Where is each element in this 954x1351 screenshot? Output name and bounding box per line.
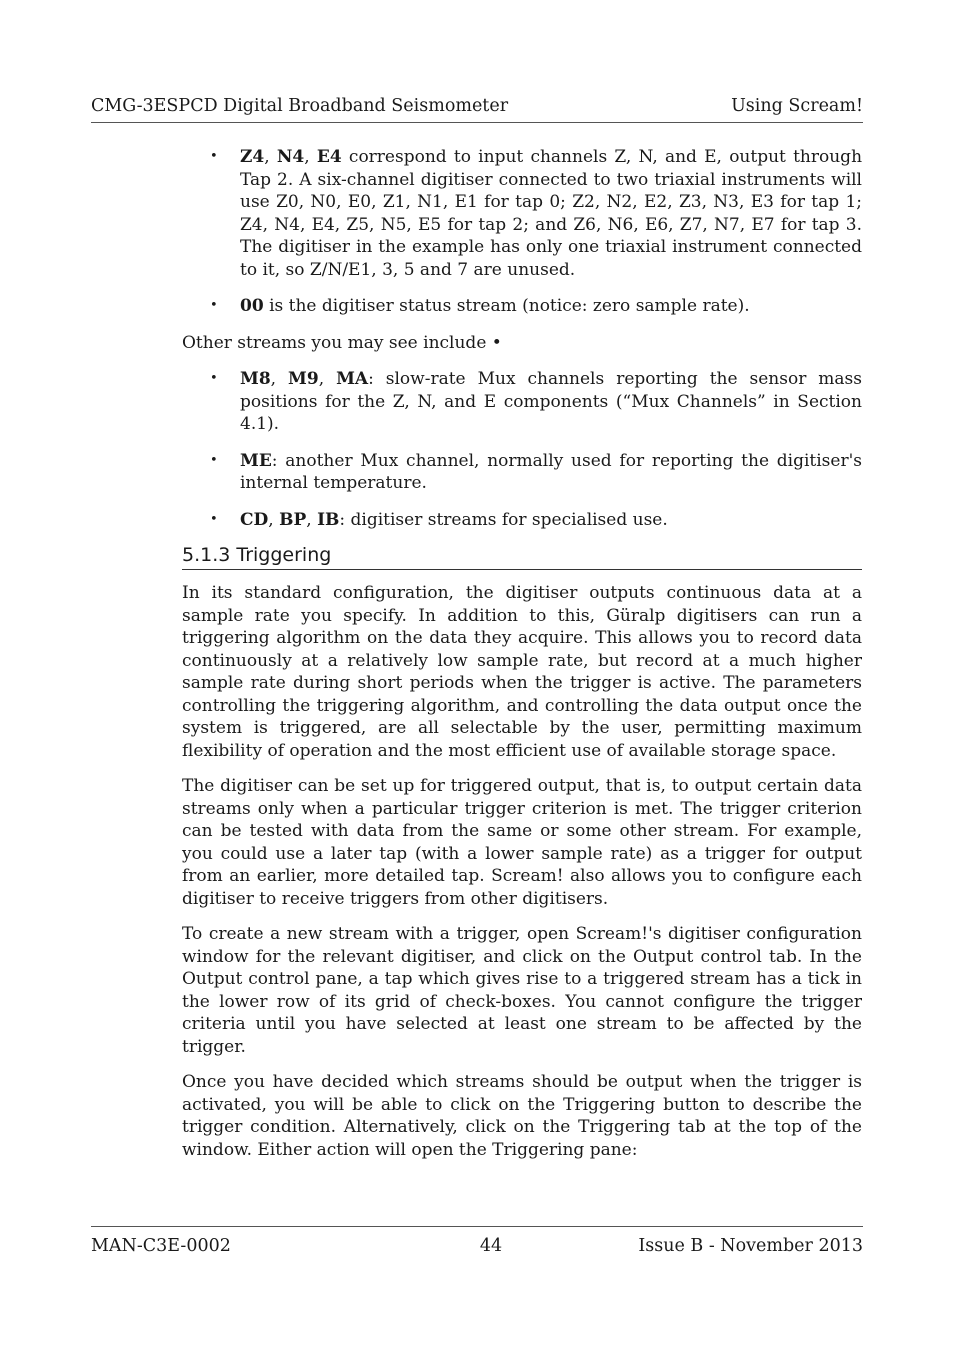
document-number: MAN-C3E-0002 [91, 1236, 231, 1256]
section-heading: 5.1.3 Triggering [182, 543, 862, 570]
stream-code: MA [336, 369, 369, 389]
list-item-text: : digitiser streams for specialised use. [339, 509, 668, 530]
stream-code: CD [240, 509, 269, 530]
body-paragraph: In its standard configuration, the digitiser outputs continuous data at a sample rate you specify. In addition to this, Güralp digitisers can run a triggering algorithm on the data they acquire. This allows you to record data continuously at a relatively low sample rate, but record at a much higher sample rate during short periods when the trigger is active. The parameters controlling the triggering algorithm, and controlling the data output once the system is triggered, are all selectable by the user, permitting maximum flexibility of operation and the most efficient use of available storage space. [182, 583, 862, 761]
list-item-text: correspond to input channels Z, N, and E, output through Tap 2. A six-channel digitiser connected to two triaxial instruments will use Z0, N0, E0, Z1, N1, E1 for tap 0; Z2, N2, E2, Z3, N3, E3 for tap 1; Z4, N4, E4, Z5, N5, E5 for tap 2; and Z6, N6, E6, Z7, N7, E7 for tap 3. The digitiser in the example has only one triaxial instrument connected to it, so Z/N/E1, 3, 5 and 7 are unused. [240, 147, 863, 280]
list-item-text: : slow-rate Mux channels reporting the sensor mass positions for the Z, N, and E components (“Mux Channels” in Section 4.1). [240, 369, 862, 434]
stream-code: Z4 [240, 147, 265, 167]
list-item: • Z4, N4, E4 correspond to input channels Z, N, and E, output through Tap 2. A six-channel digitiser connected to two triaxial instruments will use Z0, N0, E0, Z1, N1, E1 for tap 0; Z2, N2, E2, Z3, N3, E3 for tap 1; Z4, N4, E4, Z5, N5, E5 for tap 2; and Z6, N6, E6, Z7, N7, E7 for tap 3. The digitiser in the example has only one triaxial instrument connected to it, so Z/N/E1, 3, 5 and 7 are unused. [210, 147, 863, 280]
page-number: 44 [479, 1236, 503, 1256]
header-title: CMG-3ESPCD Digital Broadband Seismometer [91, 96, 509, 116]
body-paragraph: To create a new stream with a trigger, open Scream!'s digitiser configuration window for the relevant digitiser, and click on the Output control tab. In the Output control pane, a tap which gives rise to a triggered stream has a tick in the lower row of its grid of check-boxes. You cannot configure the trigger criteria until you have selected at least one stream to be affected by the trigger. [182, 924, 862, 1057]
other-streams-intro: Other streams you may see include • [182, 332, 502, 353]
bullet-icon: • [210, 298, 218, 313]
body-paragraph: The digitiser can be set up for triggered output, that is, to output certain data streams only when a particular trigger criterion is met. The trigger criterion can be tested with data from the same or some other stream. For example, you could use a later tap (with a lower sample rate) as a trigger for output from an earlier, more detailed tap. Scream! also allows you to configure each digitiser to receive triggers from other digitisers. [182, 776, 862, 909]
stream-code: ME [240, 450, 272, 471]
stream-code: M9 [288, 369, 319, 389]
list-item: • M8, M9, MA: slow-rate Mux channels reporting the sensor mass positions for the Z, N, and E components (“Mux Channels” in Section 4.1). [210, 369, 862, 434]
list-item-text: : another Mux channel, normally used for reporting the digitiser's internal temperature. [240, 450, 862, 493]
body-paragraph: Once you have decided which streams should be output when the trigger is activated, you will be able to click on the Triggering button to describe the trigger condition. Alternatively, click on the Triggering tab at the top of the window. Either action will open the Triggering pane: [182, 1072, 862, 1160]
stream-list-secondary [182, 368, 862, 531]
stream-code: 00 [240, 296, 264, 316]
page-footer [91, 1236, 863, 1260]
stream-code: E4 [316, 147, 342, 167]
list-item [182, 450, 862, 495]
stream-code: IB [317, 509, 340, 530]
issue-date: Issue B - November 2013 [638, 1236, 863, 1256]
list-item-text: is the digitiser status stream (notice: zero sample rate). [263, 296, 750, 316]
stream-code: BP [279, 509, 307, 530]
bullet-icon: • [210, 149, 218, 164]
bullet-icon: • [210, 371, 218, 386]
bullet-icon: • [210, 452, 218, 468]
stream-list-primary [182, 146, 862, 318]
footer-rule [91, 1226, 863, 1227]
stream-code: N4 [276, 147, 305, 167]
header-section: Using Scream! [731, 96, 863, 116]
page-header [91, 90, 863, 116]
page-body [182, 146, 862, 1161]
stream-code: M8 [240, 369, 271, 389]
bullet-icon: • [210, 511, 218, 527]
header-rule [91, 122, 863, 123]
list-item [182, 295, 862, 318]
list-item: • CD, BP, IB: digitiser streams for specialised use. [210, 509, 668, 530]
